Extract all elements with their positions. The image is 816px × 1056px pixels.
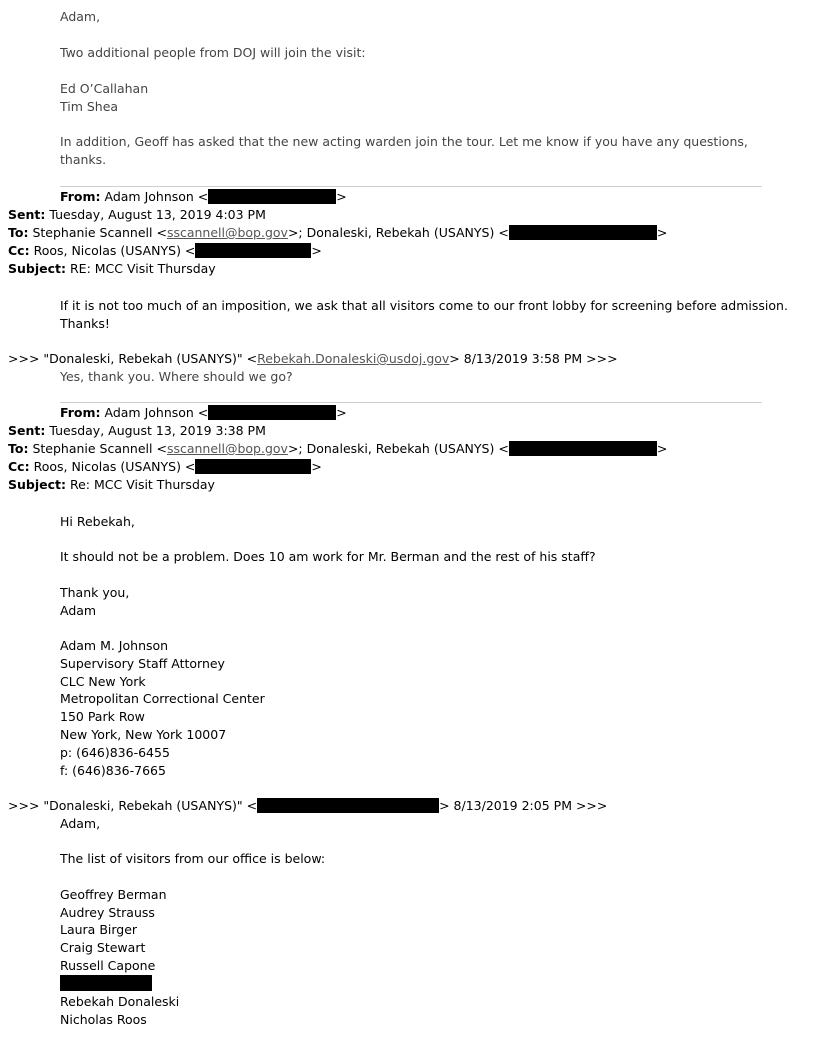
subject-line bbox=[8, 476, 215, 493]
visitor-name: Audrey Strauss bbox=[60, 905, 155, 920]
signature-phone: p: (646)836-6455 bbox=[60, 745, 170, 760]
redaction bbox=[195, 459, 311, 474]
from-value: Adam Johnson < bbox=[104, 189, 209, 204]
quote-header bbox=[8, 797, 607, 814]
subject-value: Re: MCC Visit Thursday bbox=[69, 477, 215, 492]
greeting: Adam, bbox=[60, 9, 101, 24]
to-line bbox=[8, 224, 667, 241]
from-line bbox=[60, 188, 347, 205]
redaction bbox=[509, 225, 657, 240]
to-prefix: Stephanie Scannell < bbox=[32, 441, 167, 456]
signature-line: Supervisory Staff Attorney bbox=[60, 656, 225, 671]
redacted-visitor bbox=[60, 975, 152, 992]
to-label: To: bbox=[8, 441, 29, 456]
signature-line: 150 Park Row bbox=[60, 709, 145, 724]
quote-suffix: > 8/13/2019 3:58 PM >>> bbox=[449, 351, 618, 366]
name-line: Ed O’Callahan bbox=[60, 81, 149, 96]
body-line: It should not be a problem. Does 10 am work for Mr. Berman and the rest of his staff? bbox=[60, 549, 596, 564]
sent-line bbox=[8, 422, 266, 439]
body-line: The list of visitors from our office is below: bbox=[60, 851, 326, 866]
name-line: Tim Shea bbox=[60, 99, 119, 114]
cc-value: Roos, Nicolas (USANYS) < bbox=[33, 243, 196, 258]
redaction bbox=[509, 441, 657, 456]
visitor-name: Russell Capone bbox=[60, 958, 156, 973]
email-link[interactable]: Rebekah.Donaleski@usdoj.gov bbox=[257, 351, 450, 366]
signature-fax: f: (646)836-7665 bbox=[60, 763, 166, 778]
visitor-name: Laura Birger bbox=[60, 922, 138, 937]
sent-line bbox=[8, 206, 266, 223]
closing: Thank you, bbox=[60, 585, 130, 600]
from-close: > bbox=[336, 189, 347, 204]
redaction bbox=[208, 189, 336, 204]
subject-label: Subject: bbox=[8, 261, 66, 276]
subject-label: Subject: bbox=[8, 477, 66, 492]
signature-line: Metropolitan Correctional Center bbox=[60, 691, 265, 706]
quote-header bbox=[8, 350, 618, 367]
body-line: Thanks! bbox=[60, 316, 110, 331]
quote-prefix: >>> "Donaleski, Rebekah (USANYS)" < bbox=[8, 351, 258, 366]
body-line: If it is not too much of an imposition, we ask that all visitors come to our front lobby for screening before admission. bbox=[60, 298, 788, 313]
to-close: > bbox=[656, 225, 668, 240]
signature-line: Adam M. Johnson bbox=[60, 638, 169, 653]
from-line bbox=[60, 404, 347, 421]
from-label: From: bbox=[60, 189, 101, 204]
sent-label: Sent: bbox=[8, 423, 46, 438]
email-link[interactable]: sscannell@bop.gov bbox=[166, 441, 288, 456]
redaction bbox=[257, 798, 439, 813]
quote-prefix: >>> "Donaleski, Rebekah (USANYS)" < bbox=[8, 798, 258, 813]
subject-value: RE: MCC Visit Thursday bbox=[69, 261, 216, 276]
to-close: > bbox=[656, 441, 668, 456]
body-line: In addition, Geoff has asked that the new acting warden join the tour. Let me know if you have any questions, bbox=[60, 134, 748, 149]
email-link[interactable]: sscannell@bop.gov bbox=[166, 225, 288, 240]
to-line bbox=[8, 440, 667, 457]
greeting: Hi Rebekah, bbox=[60, 514, 135, 529]
redaction bbox=[208, 405, 336, 420]
sender-name: Adam bbox=[60, 603, 97, 618]
cc-label: Cc: bbox=[8, 243, 30, 258]
cc-line bbox=[8, 458, 322, 475]
cc-value: Roos, Nicolas (USANYS) < bbox=[33, 459, 196, 474]
quote-body: Yes, thank you. Where should we go? bbox=[60, 369, 293, 384]
visitor-name: Geoffrey Berman bbox=[60, 887, 167, 902]
sent-value: Tuesday, August 13, 2019 4:03 PM bbox=[49, 207, 266, 222]
cc-close: > bbox=[311, 243, 322, 258]
subject-line bbox=[8, 260, 216, 277]
to-mid: >; Donaleski, Rebekah (USANYS) < bbox=[287, 225, 509, 240]
redaction bbox=[60, 975, 152, 991]
visitor-name: Craig Stewart bbox=[60, 940, 146, 955]
visitor-name: Nicholas Roos bbox=[60, 1012, 147, 1027]
sent-label: Sent: bbox=[8, 207, 46, 222]
visitor-name: Rebekah Donaleski bbox=[60, 994, 180, 1009]
to-label: To: bbox=[8, 225, 29, 240]
cc-label: Cc: bbox=[8, 459, 30, 474]
from-value: Adam Johnson < bbox=[104, 405, 209, 420]
from-label: From: bbox=[60, 405, 101, 420]
to-mid: >; Donaleski, Rebekah (USANYS) < bbox=[287, 441, 509, 456]
cc-close: > bbox=[311, 459, 322, 474]
signature-line: CLC New York bbox=[60, 674, 146, 689]
separator bbox=[60, 402, 762, 403]
separator bbox=[60, 186, 762, 187]
greeting: Adam, bbox=[60, 816, 101, 831]
sent-value: Tuesday, August 13, 2019 3:38 PM bbox=[49, 423, 266, 438]
cc-line bbox=[8, 242, 322, 259]
body-line: thanks. bbox=[60, 152, 107, 167]
quote-suffix: > 8/13/2019 2:05 PM >>> bbox=[439, 798, 608, 813]
signature-line: New York, New York 10007 bbox=[60, 727, 227, 742]
from-close: > bbox=[336, 405, 347, 420]
body-line: Two additional people from DOJ will join the visit: bbox=[60, 45, 366, 60]
redaction bbox=[195, 243, 311, 258]
to-prefix: Stephanie Scannell < bbox=[32, 225, 167, 240]
